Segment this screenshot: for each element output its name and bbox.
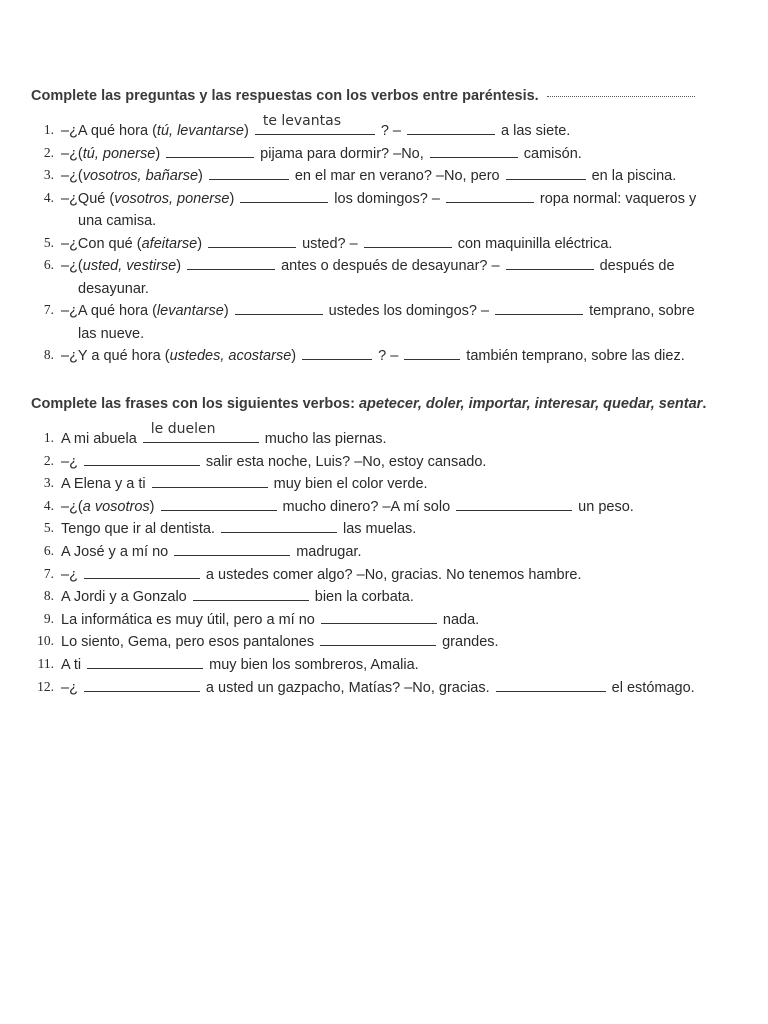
item-text-segment: ustedes los domingos? – (328, 303, 490, 320)
item-text-segment: –¿Y a qué hora ( (61, 348, 170, 365)
item-text (61, 113, 748, 143)
item-text-segment: ropa normal: vaqueros y (539, 190, 697, 207)
item-line (61, 634, 499, 650)
item-text-segment: ? – (378, 348, 399, 365)
item-text-segment: pijama para dormir? –No, (260, 145, 424, 162)
item-line (61, 303, 695, 319)
item-text-segment: en la piscina. (591, 168, 677, 185)
answer-blank[interactable] (446, 188, 534, 203)
section2-item (0, 609, 768, 632)
item-text (61, 143, 748, 166)
answer-blank[interactable] (240, 188, 328, 203)
item-text-segment: ) (243, 123, 249, 139)
item-text (61, 586, 748, 609)
verb-hint: a vosotros (82, 498, 150, 515)
item-text-segment: también temprano, sobre las diez. (466, 348, 685, 365)
section1-item (0, 300, 768, 345)
section1-list (0, 113, 768, 368)
item-text-segment: usted? – (302, 235, 358, 252)
section1-item (0, 165, 768, 188)
section2-item (0, 496, 768, 519)
answer-blank[interactable] (166, 143, 254, 158)
item-text-segment: –¿( (61, 498, 83, 515)
handwritten-answer: le duelen (150, 421, 216, 438)
item-line (61, 348, 685, 364)
section2-instruction (31, 396, 706, 412)
item-text-segment: bien la corbata. (314, 589, 414, 606)
item-text-segment: ? – (380, 123, 401, 139)
section1-instruction (31, 88, 695, 104)
item-text-segment: después de (599, 258, 675, 275)
item-line (61, 421, 387, 447)
item-text-segment: –¿( (61, 145, 83, 162)
item-text-segment: camisón. (523, 145, 582, 162)
item-text-segment: temprano, sobre (589, 303, 695, 320)
section2-item (0, 631, 768, 654)
item-text (61, 631, 748, 654)
answer-blank-filled[interactable] (143, 421, 259, 443)
item-text-segment: A Jordi y a Gonzalo (61, 589, 187, 606)
item-text-segment: A José y a mí no (61, 543, 169, 560)
item-text-segment: un peso. (578, 498, 634, 515)
section1-instruction-text: Complete las preguntas y las respuestas con los verbos entre paréntesis. (31, 88, 539, 104)
verb-hint: vosotros, bañarse (82, 168, 199, 185)
item-number: 4. (43, 497, 54, 513)
item-text (61, 564, 748, 587)
item-number: 8. (43, 588, 54, 604)
item-text-segment: A ti (61, 656, 82, 673)
answer-blank[interactable] (407, 120, 495, 135)
item-text-segment: A mi abuela (61, 431, 137, 447)
section2-instruction-text: Complete las frases con los siguientes verbos: (31, 396, 359, 412)
handwritten-answer: te levantas (262, 113, 341, 130)
item-text-segment: –¿ (61, 566, 78, 583)
item-text-segment: ) (198, 168, 203, 185)
item-text-segment: Tengo que ir al dentista. (61, 521, 215, 538)
item-text (61, 165, 748, 188)
item-text-segment: –¿A qué hora ( (61, 123, 157, 139)
section1-item (0, 255, 768, 300)
section2-instruction-period: . (702, 396, 707, 412)
item-number: 2. (43, 452, 54, 468)
verb-hint: tú, ponerse (82, 145, 156, 162)
item-number: 5. (43, 520, 54, 536)
answer-blank[interactable] (84, 677, 200, 692)
item-text-segment: A Elena y a ti (61, 476, 146, 493)
answer-blank[interactable] (209, 165, 289, 180)
section2-item (0, 473, 768, 496)
item-text-segment: nada. (442, 611, 480, 628)
item-text (61, 255, 748, 300)
item-text (61, 677, 748, 700)
item-text-segment: grandes. (442, 634, 499, 651)
item-line (61, 499, 634, 515)
item-continuation-line (61, 323, 748, 346)
answer-blank[interactable] (152, 473, 268, 488)
item-text (61, 451, 748, 474)
item-text-segment: a ustedes comer algo? –No, gracias. No tenemos hambre. (205, 566, 582, 583)
section1-item (0, 233, 768, 256)
section2-item (0, 654, 768, 677)
item-number: 5. (43, 234, 54, 250)
item-text-segment: desayunar. (78, 280, 149, 297)
answer-blank[interactable] (174, 541, 290, 556)
section2-list (0, 421, 768, 699)
item-text-segment: ) (149, 498, 155, 515)
item-text-segment: Lo siento, Gema, pero esos pantalones (61, 634, 315, 651)
item-line (61, 612, 479, 628)
item-line (61, 657, 419, 673)
item-number: 1. (43, 430, 54, 445)
item-text-segment: madrugar. (296, 543, 362, 560)
answer-blank[interactable] (302, 345, 372, 360)
item-text-segment: a usted un gazpacho, Matías? –No, gracias. (205, 679, 490, 696)
item-text-segment: –¿ (61, 679, 78, 696)
item-text-segment: salir esta noche, Luis? –No, estoy cansado. (205, 453, 487, 470)
item-text (61, 188, 748, 233)
answer-blank[interactable] (87, 654, 203, 669)
item-text-segment: ) (291, 348, 297, 365)
item-continuation-line (61, 278, 748, 301)
item-text (61, 496, 748, 519)
item-text-segment: ) (155, 145, 161, 162)
item-line (61, 146, 582, 162)
answer-blank[interactable] (84, 564, 200, 579)
answer-blank[interactable] (187, 255, 275, 270)
answer-blank[interactable] (456, 496, 572, 511)
item-text-segment: –¿Con qué ( (61, 235, 142, 252)
item-text-segment: muy bien el color verde. (273, 476, 428, 493)
item-text (61, 473, 748, 496)
item-text-segment: las nueve. (78, 325, 145, 342)
item-text-segment: La informática es muy útil, pero a mí no (61, 611, 315, 628)
item-line (61, 236, 612, 252)
item-text-segment: ) (223, 303, 229, 320)
section2-item (0, 541, 768, 564)
item-text-segment: ) (229, 190, 235, 207)
item-number: 6. (43, 542, 54, 558)
item-line (61, 454, 486, 470)
section2-item (0, 421, 768, 451)
item-number: 3. (43, 167, 54, 183)
section1-item (0, 188, 768, 233)
answer-blank[interactable] (221, 518, 337, 533)
item-text-segment: ) (197, 235, 203, 252)
item-text-segment: a las siete. (501, 123, 571, 139)
item-line (61, 680, 695, 696)
item-line (61, 191, 696, 207)
item-text-segment: –¿( (61, 258, 83, 275)
item-text-segment: mucho dinero? –A mí solo (282, 498, 451, 515)
item-number: 7. (43, 565, 54, 581)
item-number: 11. (37, 655, 54, 671)
item-number: 9. (43, 610, 54, 626)
answer-blank[interactable] (430, 143, 518, 158)
item-text-segment: el estómago. (611, 679, 695, 696)
answer-blank[interactable] (84, 451, 200, 466)
item-text-segment: las muelas. (342, 521, 417, 538)
item-number: 7. (43, 302, 54, 318)
item-text-segment: mucho las piernas. (264, 431, 387, 447)
verb-hint: ustedes, acostarse (169, 348, 292, 365)
item-text (61, 345, 748, 368)
item-line (61, 567, 582, 583)
item-number: 6. (43, 257, 54, 273)
item-text (61, 421, 748, 451)
item-line (61, 476, 428, 492)
item-text (61, 518, 748, 541)
item-text (61, 233, 748, 256)
item-text (61, 300, 748, 345)
answer-blank[interactable] (208, 233, 296, 248)
answer-blank[interactable] (235, 300, 323, 315)
item-number: 4. (43, 189, 54, 205)
answer-blank[interactable] (404, 345, 460, 360)
section1-item (0, 143, 768, 166)
answer-blank[interactable] (321, 609, 437, 624)
answer-blank[interactable] (506, 165, 586, 180)
item-number: 8. (43, 347, 54, 363)
section2-item (0, 677, 768, 700)
section2-item (0, 518, 768, 541)
section1-item (0, 345, 768, 368)
verb-hint: levantarse (156, 303, 224, 320)
answer-blank[interactable] (496, 677, 606, 692)
section2-item (0, 451, 768, 474)
answer-blank[interactable] (320, 631, 436, 646)
item-continuation-line (61, 210, 748, 233)
item-text-segment: los domingos? – (334, 190, 440, 207)
answer-blank[interactable] (193, 586, 309, 601)
section2-verb-list: apetecer, doler, importar, interesar, quedar, sentar (358, 396, 703, 412)
item-text (61, 541, 748, 564)
answer-blank[interactable] (506, 255, 594, 270)
dotted-leader (547, 96, 695, 97)
verb-hint: usted, vestirse (82, 258, 177, 275)
item-number: 10. (37, 633, 54, 649)
item-line (61, 258, 675, 274)
item-line (61, 544, 362, 560)
item-number: 1. (43, 122, 54, 137)
answer-blank[interactable] (364, 233, 452, 248)
section2-item (0, 564, 768, 587)
item-text-segment: –¿( (61, 168, 83, 185)
answer-blank-filled[interactable] (255, 113, 375, 135)
answer-blank[interactable] (161, 496, 277, 511)
answer-blank[interactable] (495, 300, 583, 315)
item-text-segment: –¿A qué hora ( (61, 303, 157, 320)
item-text-segment: en el mar en verano? –No, pero (294, 168, 500, 185)
item-line (61, 168, 676, 184)
item-number: 12. (37, 678, 54, 694)
section2-item (0, 586, 768, 609)
item-number: 3. (43, 475, 54, 491)
item-text-segment: ) (176, 258, 182, 275)
item-text (61, 609, 748, 632)
item-text-segment: con maquinilla eléctrica. (457, 235, 613, 252)
verb-hint: vosotros, ponerse (114, 190, 230, 207)
item-line (61, 113, 571, 139)
verb-hint: afeitarse (141, 235, 198, 252)
item-line (61, 521, 416, 537)
item-line (61, 589, 414, 605)
item-number: 2. (43, 144, 54, 160)
item-text-segment: muy bien los sombreros, Amalia. (209, 656, 419, 673)
item-text-segment: antes o después de desayunar? – (281, 258, 500, 275)
item-text-segment: una camisa. (78, 213, 157, 230)
verb-hint: tú, levantarse (156, 123, 244, 139)
section1-item (0, 113, 768, 143)
item-text (61, 654, 748, 677)
item-text-segment: –¿ (61, 453, 78, 470)
item-text-segment: –¿Qué ( (61, 190, 115, 207)
